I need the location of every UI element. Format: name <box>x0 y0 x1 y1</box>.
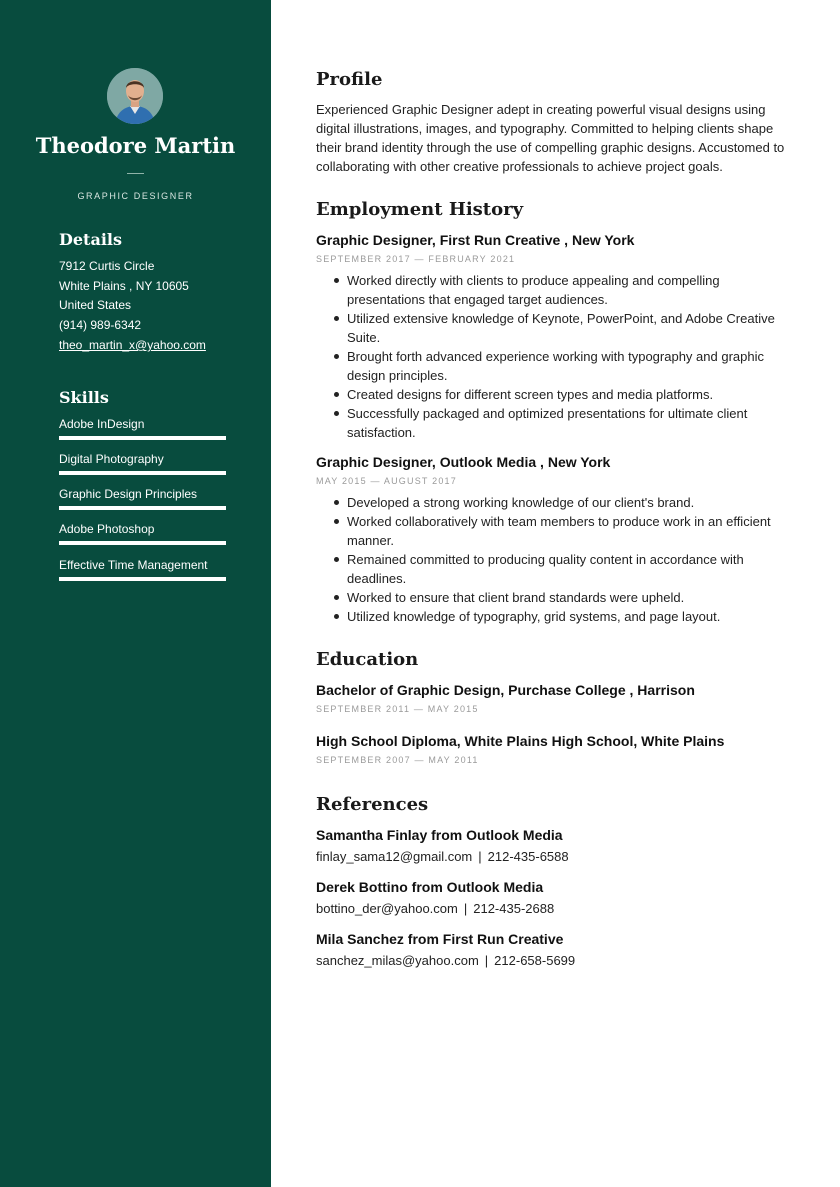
skill-level-bar <box>59 541 226 545</box>
job-title: Graphic Designer, First Run Creative , New York <box>316 232 635 248</box>
person-photo-icon <box>107 68 163 124</box>
details-heading: Details <box>59 230 122 249</box>
skill-level-fill <box>59 436 226 440</box>
education-title: High School Diploma, White Plains High School, White Plains <box>316 733 725 749</box>
reference-phone: 212-658-5699 <box>494 953 576 968</box>
reference-contact <box>316 901 554 916</box>
skill-level-bar <box>59 436 226 440</box>
candidate-name: Theodore Martin <box>35 133 236 158</box>
skill-level-bar <box>59 577 226 581</box>
reference-email: bottino_der@yahoo.com <box>316 901 458 916</box>
skill-level-fill <box>59 506 226 510</box>
phone-number: (914) 989-6342 <box>59 318 142 332</box>
education-heading: Education <box>316 649 419 670</box>
job-dates: SEPTEMBER 2017 — FEBRUARY 2021 <box>316 254 516 264</box>
skill-name: Digital Photography <box>59 452 164 466</box>
list-item: Worked collaboratively with team members to produce work in an efficient manner. <box>347 512 787 550</box>
reference-email: sanchez_milas@yahoo.com <box>316 953 479 968</box>
employment-heading: Employment History <box>316 199 524 220</box>
candidate-job-title: GRAPHIC DESIGNER <box>77 191 194 201</box>
skill-name: Adobe Photoshop <box>59 522 155 536</box>
job-title: Graphic Designer, Outlook Media , New York <box>316 454 611 470</box>
profile-heading: Profile <box>316 69 383 90</box>
country: United States <box>59 298 132 312</box>
skill-level-fill <box>59 541 226 545</box>
reference-name: Derek Bottino from Outlook Media <box>316 879 544 895</box>
list-item: Utilized extensive knowledge of Keynote, PowerPoint, and Adobe Creative Suite. <box>347 309 787 347</box>
skills-heading: Skills <box>59 388 109 407</box>
job-bullet-list <box>316 493 787 626</box>
education-title: Bachelor of Graphic Design, Purchase College , Harrison <box>316 682 695 698</box>
list-item: Successfully packaged and optimized presentations for ultimate client satisfaction. <box>347 404 787 442</box>
list-item: Brought forth advanced experience working with typography and graphic design principles. <box>347 347 787 385</box>
reference-phone: 212-435-6588 <box>487 849 569 864</box>
profile-summary: Experienced Graphic Designer adept in creating powerful visual designs using digital illustrations, images, and typography. Committed to helping clients shape their brand identity through the use of compelling graphic designs. Accustomed to collaborating with other creative professionals to achieve project goals. <box>316 102 785 174</box>
skill-level-bar <box>59 506 226 510</box>
skill-level-fill <box>59 471 226 475</box>
reference-email: finlay_sama12@gmail.com <box>316 849 473 864</box>
list-item: Developed a strong working knowledge of our client's brand. <box>347 493 787 512</box>
contact-separator: | <box>484 953 489 968</box>
skill-level-fill <box>59 577 226 581</box>
sidebar <box>0 0 271 1187</box>
education-dates: SEPTEMBER 2011 — MAY 2015 <box>316 704 479 714</box>
list-item: Worked to ensure that client brand standards were upheld. <box>347 588 787 607</box>
contact-separator: | <box>463 901 468 916</box>
list-item: Created designs for different screen types and media platforms. <box>347 385 787 404</box>
list-item: Worked directly with clients to produce appealing and compelling presentations that engaged target audiences. <box>347 271 787 309</box>
skill-level-bar <box>59 471 226 475</box>
job-bullet-list <box>316 271 787 442</box>
reference-phone: 212-435-2688 <box>473 901 555 916</box>
skill-name: Graphic Design Principles <box>59 487 198 501</box>
reference-name: Samantha Finlay from Outlook Media <box>316 827 563 843</box>
name-divider <box>127 173 144 174</box>
list-item: Utilized knowledge of typography, grid systems, and page layout. <box>347 607 787 626</box>
address-line-1: 7912 Curtis Circle <box>59 259 155 273</box>
education-dates: SEPTEMBER 2007 — MAY 2011 <box>316 755 479 765</box>
email-link[interactable]: theo_martin_x@yahoo.com <box>59 338 206 352</box>
reference-name: Mila Sanchez from First Run Creative <box>316 931 564 947</box>
skill-name: Adobe InDesign <box>59 417 145 431</box>
list-item: Remained committed to producing quality content in accordance with deadlines. <box>347 550 787 588</box>
avatar <box>107 68 163 124</box>
address-line-2: White Plains , NY 10605 <box>59 279 189 293</box>
job-dates: MAY 2015 — AUGUST 2017 <box>316 476 457 486</box>
skill-name: Effective Time Management <box>59 558 208 572</box>
reference-contact <box>316 849 569 864</box>
reference-contact <box>316 953 575 968</box>
contact-separator: | <box>478 849 482 864</box>
references-heading: References <box>316 794 429 815</box>
